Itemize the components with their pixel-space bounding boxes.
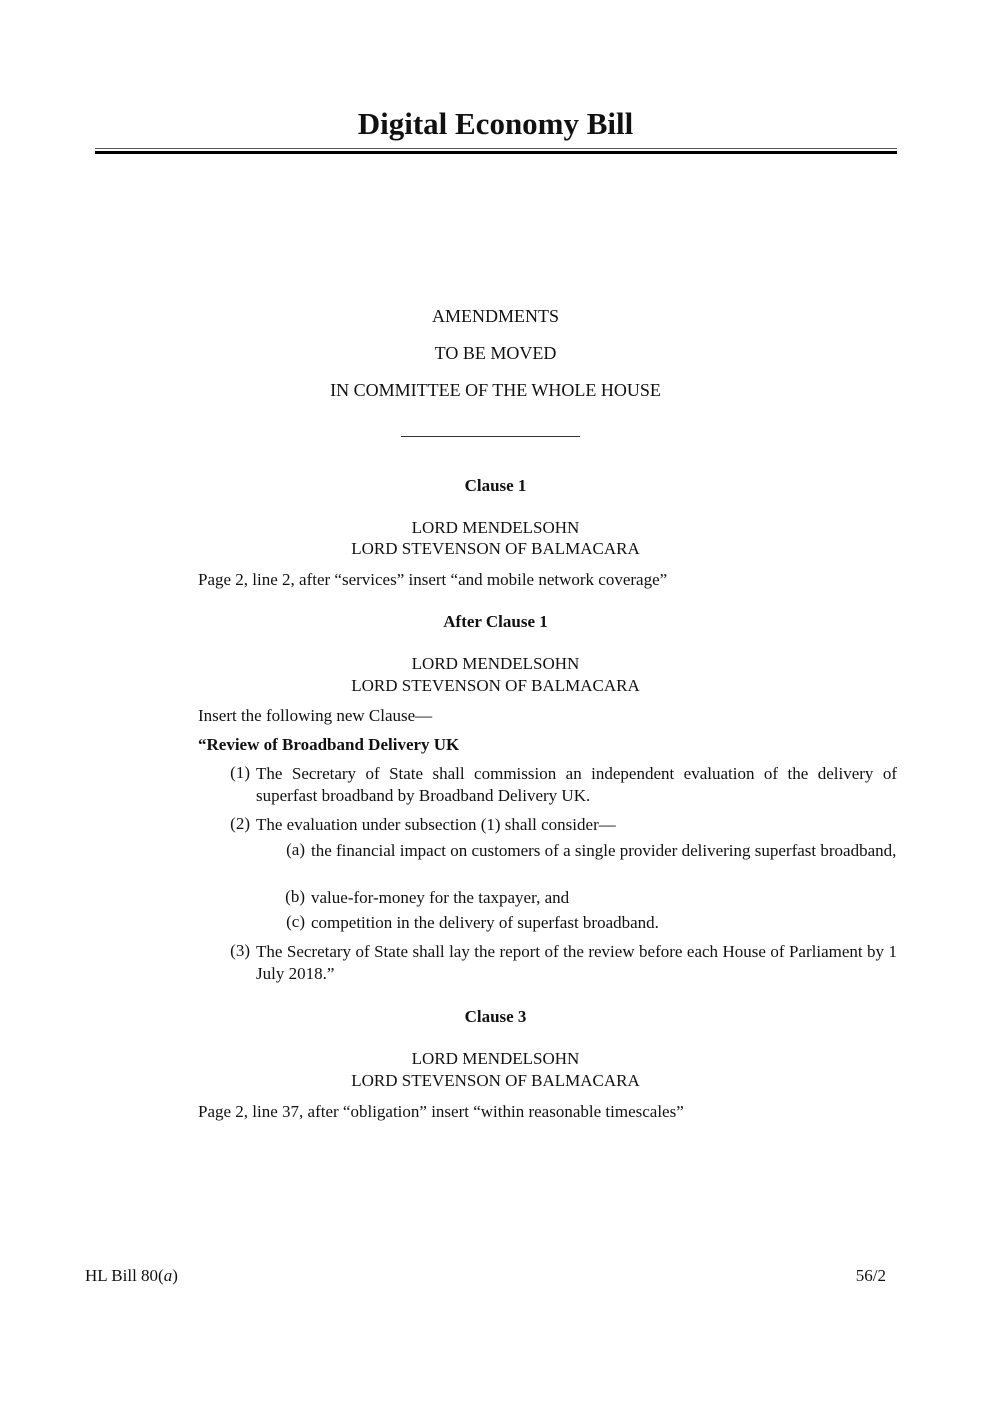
- paragraph-text: the financial impact on customers of a single provider delivering superfast broadband,: [311, 841, 897, 860]
- page-reference: 56/2: [855, 1266, 886, 1285]
- amendment-text: Page 2, line 37, after “obligation” insert “within reasonable timescales”: [198, 1102, 684, 1121]
- title-rule-thin: [95, 148, 897, 149]
- title-rule-thick: [95, 151, 897, 154]
- paragraph-text: value-for-money for the taxpayer, and: [311, 888, 570, 907]
- document-title: Digital Economy Bill: [357, 106, 634, 141]
- amendment-text: Page 2, line 2, after “services” insert “and mobile network coverage”: [198, 570, 668, 589]
- amendment-text: Insert the following new Clause—: [198, 706, 433, 725]
- heading-line: IN COMMITTEE OF THE WHOLE HOUSE: [330, 380, 661, 400]
- subsection-number: (1): [230, 763, 250, 782]
- subsection-text: The Secretary of State shall lay the report of the review before each House of Parliament by 1 July 2018.”: [256, 942, 897, 983]
- heading-line: TO BE MOVED: [434, 343, 557, 363]
- paragraph-number: (b): [285, 887, 305, 906]
- section-heading: After Clause 1: [443, 612, 548, 631]
- subsection-text: The evaluation under subsection (1) shall consider—: [256, 815, 616, 834]
- subsection-number: (2): [230, 814, 250, 833]
- mover: LORD STEVENSON OF BALMACARA: [351, 539, 640, 558]
- bill-reference: [85, 1266, 178, 1286]
- paragraph-text: competition in the delivery of superfast broadband.: [311, 913, 659, 932]
- subsection-text: The Secretary of State shall commission an independent evaluation of the delivery of superfast broadband by Broadband Delivery UK.: [256, 764, 897, 805]
- mover: LORD STEVENSON OF BALMACARA: [351, 1071, 640, 1090]
- paragraph-number: (a): [286, 840, 305, 859]
- section-heading: Clause 1: [464, 476, 527, 495]
- mover: LORD MENDELSOHN: [411, 518, 580, 537]
- bill-reference-italic: a: [163, 1266, 173, 1285]
- paragraph-number: (c): [286, 912, 305, 931]
- subsection-number: (3): [230, 941, 250, 960]
- mover: LORD MENDELSOHN: [411, 1049, 580, 1068]
- new-clause-title: “Review of Broadband Delivery UK: [198, 735, 460, 754]
- bill-reference-suffix: ): [172, 1266, 178, 1285]
- mover: LORD MENDELSOHN: [411, 654, 580, 673]
- heading-line: AMENDMENTS: [431, 306, 559, 326]
- section-heading: Clause 3: [464, 1007, 527, 1026]
- bill-reference-prefix: HL Bill 80(: [85, 1266, 164, 1285]
- divider: [401, 436, 580, 437]
- mover: LORD STEVENSON OF BALMACARA: [351, 676, 640, 695]
